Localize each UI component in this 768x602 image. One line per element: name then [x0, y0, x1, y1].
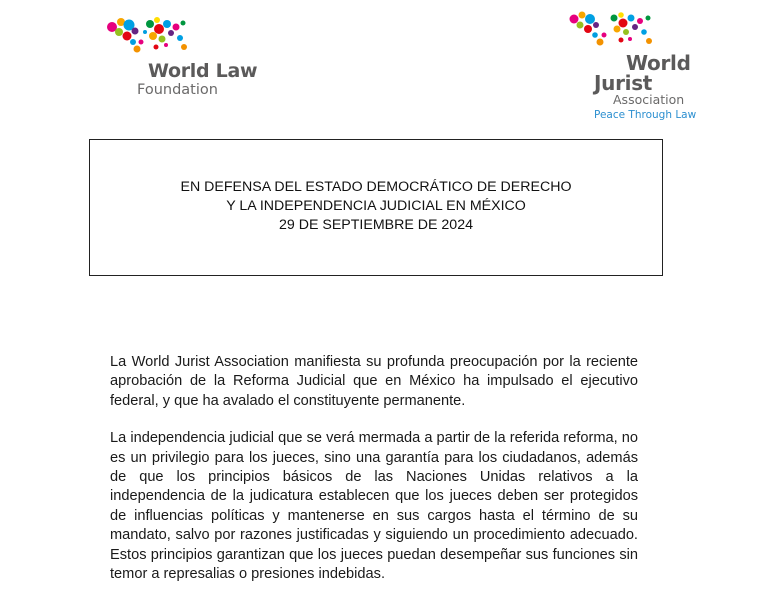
- logo-subtitle: Association: [613, 92, 685, 107]
- document-body: [110, 353, 638, 602]
- title-line-2: Y LA INDEPENDENCIA JUDICIAL EN MÉXICO: [226, 198, 526, 214]
- document-title: [90, 178, 662, 235]
- world-law-foundation-logo: [104, 14, 284, 104]
- title-box: [89, 139, 663, 276]
- logo-subtitle: Foundation: [137, 82, 218, 98]
- body-paragraph-2: La independencia judicial que se verá mermada a partir de la referida reforma, no es un privilegio para los jueces, sino una garantía para los ciudadanos, además de que los principios básicos de las Naciones Unidas relativos a la independencia de la judicatura establecen que los jueces deben ser protegidos de influencias políticas y mantenerse en sus cargos hasta el término de su mandato, salvo por razones justificadas y siguiendo un procedimiento adecuado. Estos principios garantizan que los jueces puedan desempeñar sus funciones sin temor a represalias o presiones indebidas.: [110, 430, 638, 583]
- logo-title-line1: World: [626, 51, 691, 75]
- body-paragraph-1: La World Jurist Association manifiesta su profunda preocupación por la reciente aprobación de la Reforma Judicial que en México ha impulsado el ejecutivo federal, y que ha avalado el constituyente permanente.: [110, 354, 638, 409]
- logo-tagline: Peace Through Law: [594, 109, 697, 121]
- title-line-1: EN DEFENSA DEL ESTADO DEMOCRÁTICO DE DERECHO: [180, 179, 572, 195]
- logo-title-line2: Jurist: [594, 71, 653, 95]
- world-map-dots-icon: [104, 14, 196, 64]
- title-date: 29 DE SEPTIEMBRE DE 2024: [279, 217, 473, 233]
- logo-title: World Law: [148, 60, 258, 82]
- world-jurist-association-logo: [566, 10, 696, 125]
